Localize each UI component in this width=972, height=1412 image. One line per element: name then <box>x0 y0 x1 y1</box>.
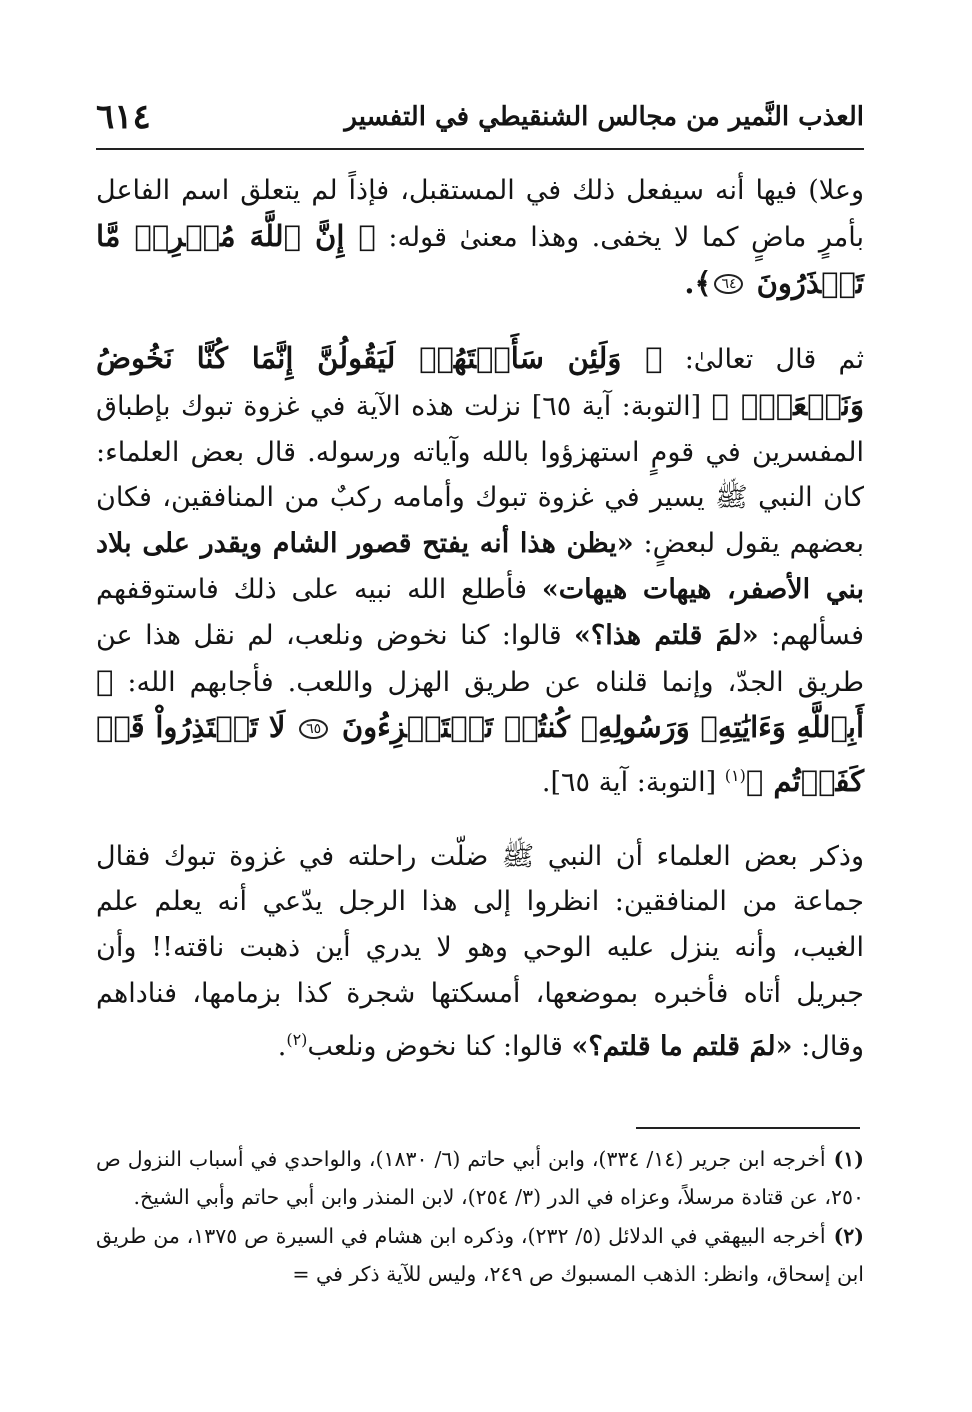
quran-verse: ﴿ إِنَّ ٱللَّهَ مُخۡرِجٞ مَّا تَحۡذَرُونَ <box>96 218 864 300</box>
footnote-number: (١) <box>833 1147 864 1171</box>
paragraph-2-intro: ثم قال تعالىٰ: <box>662 343 864 375</box>
running-header <box>96 92 864 142</box>
paragraph-3-text: وذكر بعض العلماء أن النبي ﷺ ضلّت راحلته في غزوة تبوك فقال جماعة من المنافقين: انظروا إلى هذا الرجل يدّعي أنه يعلم علم الغيب، وأنه ينزل عليه الوحي وهو لا يدري أين ذهبت ناقته!! وأن جبريل أتاه فأخبره بموضعها، أمسكتها شجرة كذا بزمامها، فناداهم وقال: <box>96 840 864 1062</box>
running-title: العذب النَّمير من مجالس الشنقيطي في التفسير <box>344 102 864 132</box>
footnote-text: أخرجه ابن جرير (١٤/ ٣٣٤)، وابن أبي حاتم (٦/ ١٨٣٠)، والواحدي في أسباب النزول ص ٢٥٠، عن قتادة مرسلاً، وعزاه في الدر (٣/ ٢٥٤)، لابن المنذر وابن أبي حاتم وأبي الشيخ. <box>96 1147 864 1209</box>
paragraph-1 <box>96 168 864 308</box>
paragraph-1-text: وعلا) فيها أنه سيفعل ذلك في المستقبل، فإذاً لم يتعلق اسم الفاعل بأمرٍ ماضٍ كما لا يخفى. وهذا معنىٰ قوله: <box>96 175 864 253</box>
quran-verse: ﴿ أَبِٱللَّهِ وَءَايَٰتِهِۦ وَرَسُولِهِۦ كُنتُمۡ تَسۡتَهۡزِءُونَ <box>96 663 864 745</box>
quran-verse: لَا تَعۡتَذِرُواْ قَدۡ كَفَرۡتُم ﴾ <box>96 710 864 798</box>
quran-bracket-close: ﴾. <box>684 265 712 300</box>
footnote-text: أخرجه البيهقي في الدلائل (٥/ ٢٣٢)، وذكره ابن هشام في السيرة ص ١٣٧٥، من طريق ابن إسحاق، وانظر: الذهب المسبوك ص ٢٤٩، وليس للآية ذكر في = <box>96 1224 864 1286</box>
quran-verse: ﴿ وَلَئِن سَأَلۡتَهُمۡ لَيَقُولُنَّ إِنَّمَا كُنَّا نَخُوضُ وَنَلۡعَبُۚ ﴾ <box>96 340 864 422</box>
paragraph-3-end: . <box>277 1030 287 1062</box>
paragraph-2-text: قالوا: كنا نخوض ونلعب، لم نقل هذا عن طريق الجدّ، وإنما قلناه عن طريق الهزل واللعب. فأجابهم الله: <box>96 619 864 698</box>
paragraph-3-text: قالوا: كنا نخوض ونلعب <box>307 1030 572 1062</box>
footnote-number: (٢) <box>833 1224 864 1248</box>
paragraph-spacer <box>96 806 864 834</box>
quoted-speech: «لمَ قلتم هذا؟» <box>574 619 759 651</box>
quoted-speech: «لمَ قلتم ما قلتم؟» <box>571 1030 793 1062</box>
ayah-number-marker: ٦٥ <box>299 719 328 739</box>
footnotes <box>96 1141 864 1295</box>
footnote-marker: (١) <box>724 765 746 785</box>
footnote-1 <box>96 1141 864 1216</box>
verse-reference: [التوبة: آية ٦٥]. <box>541 766 725 798</box>
footnote-2 <box>96 1218 864 1293</box>
ayah-number-marker: ٦٤ <box>714 274 743 294</box>
footnote-rule <box>636 1127 860 1129</box>
quoted-speech: «يظن هذا أنه يفتح قصور الشام ويقدر على بلاد بني الأصفر، هيهات هيهات» <box>96 528 864 605</box>
page-number: ٦١٤ <box>96 97 151 137</box>
footnote-marker: (٢) <box>286 1029 308 1049</box>
paragraph-2-text: [التوبة: آية ٦٥] نزلت هذه الآية في غزوة تبوك بإطباق المفسرين في قومٍ استهزؤوا بالله وآياته ورسوله. قال بعض العلماء: كان النبي ﷺ يسير في غزوة تبوك وأمامه ركبٌ من المنافقين، فكان بعضهم يقول لبعضٍ: <box>96 390 864 560</box>
paragraph-3 <box>96 834 864 1070</box>
paragraph-spacer <box>96 308 864 336</box>
paragraph-2-text: فأطلع الله نبيه على ذلك فاستوقفهم فسألهم: <box>96 573 865 651</box>
main-text <box>96 168 864 1070</box>
paragraph-2 <box>96 336 864 806</box>
header-rule <box>96 148 864 150</box>
